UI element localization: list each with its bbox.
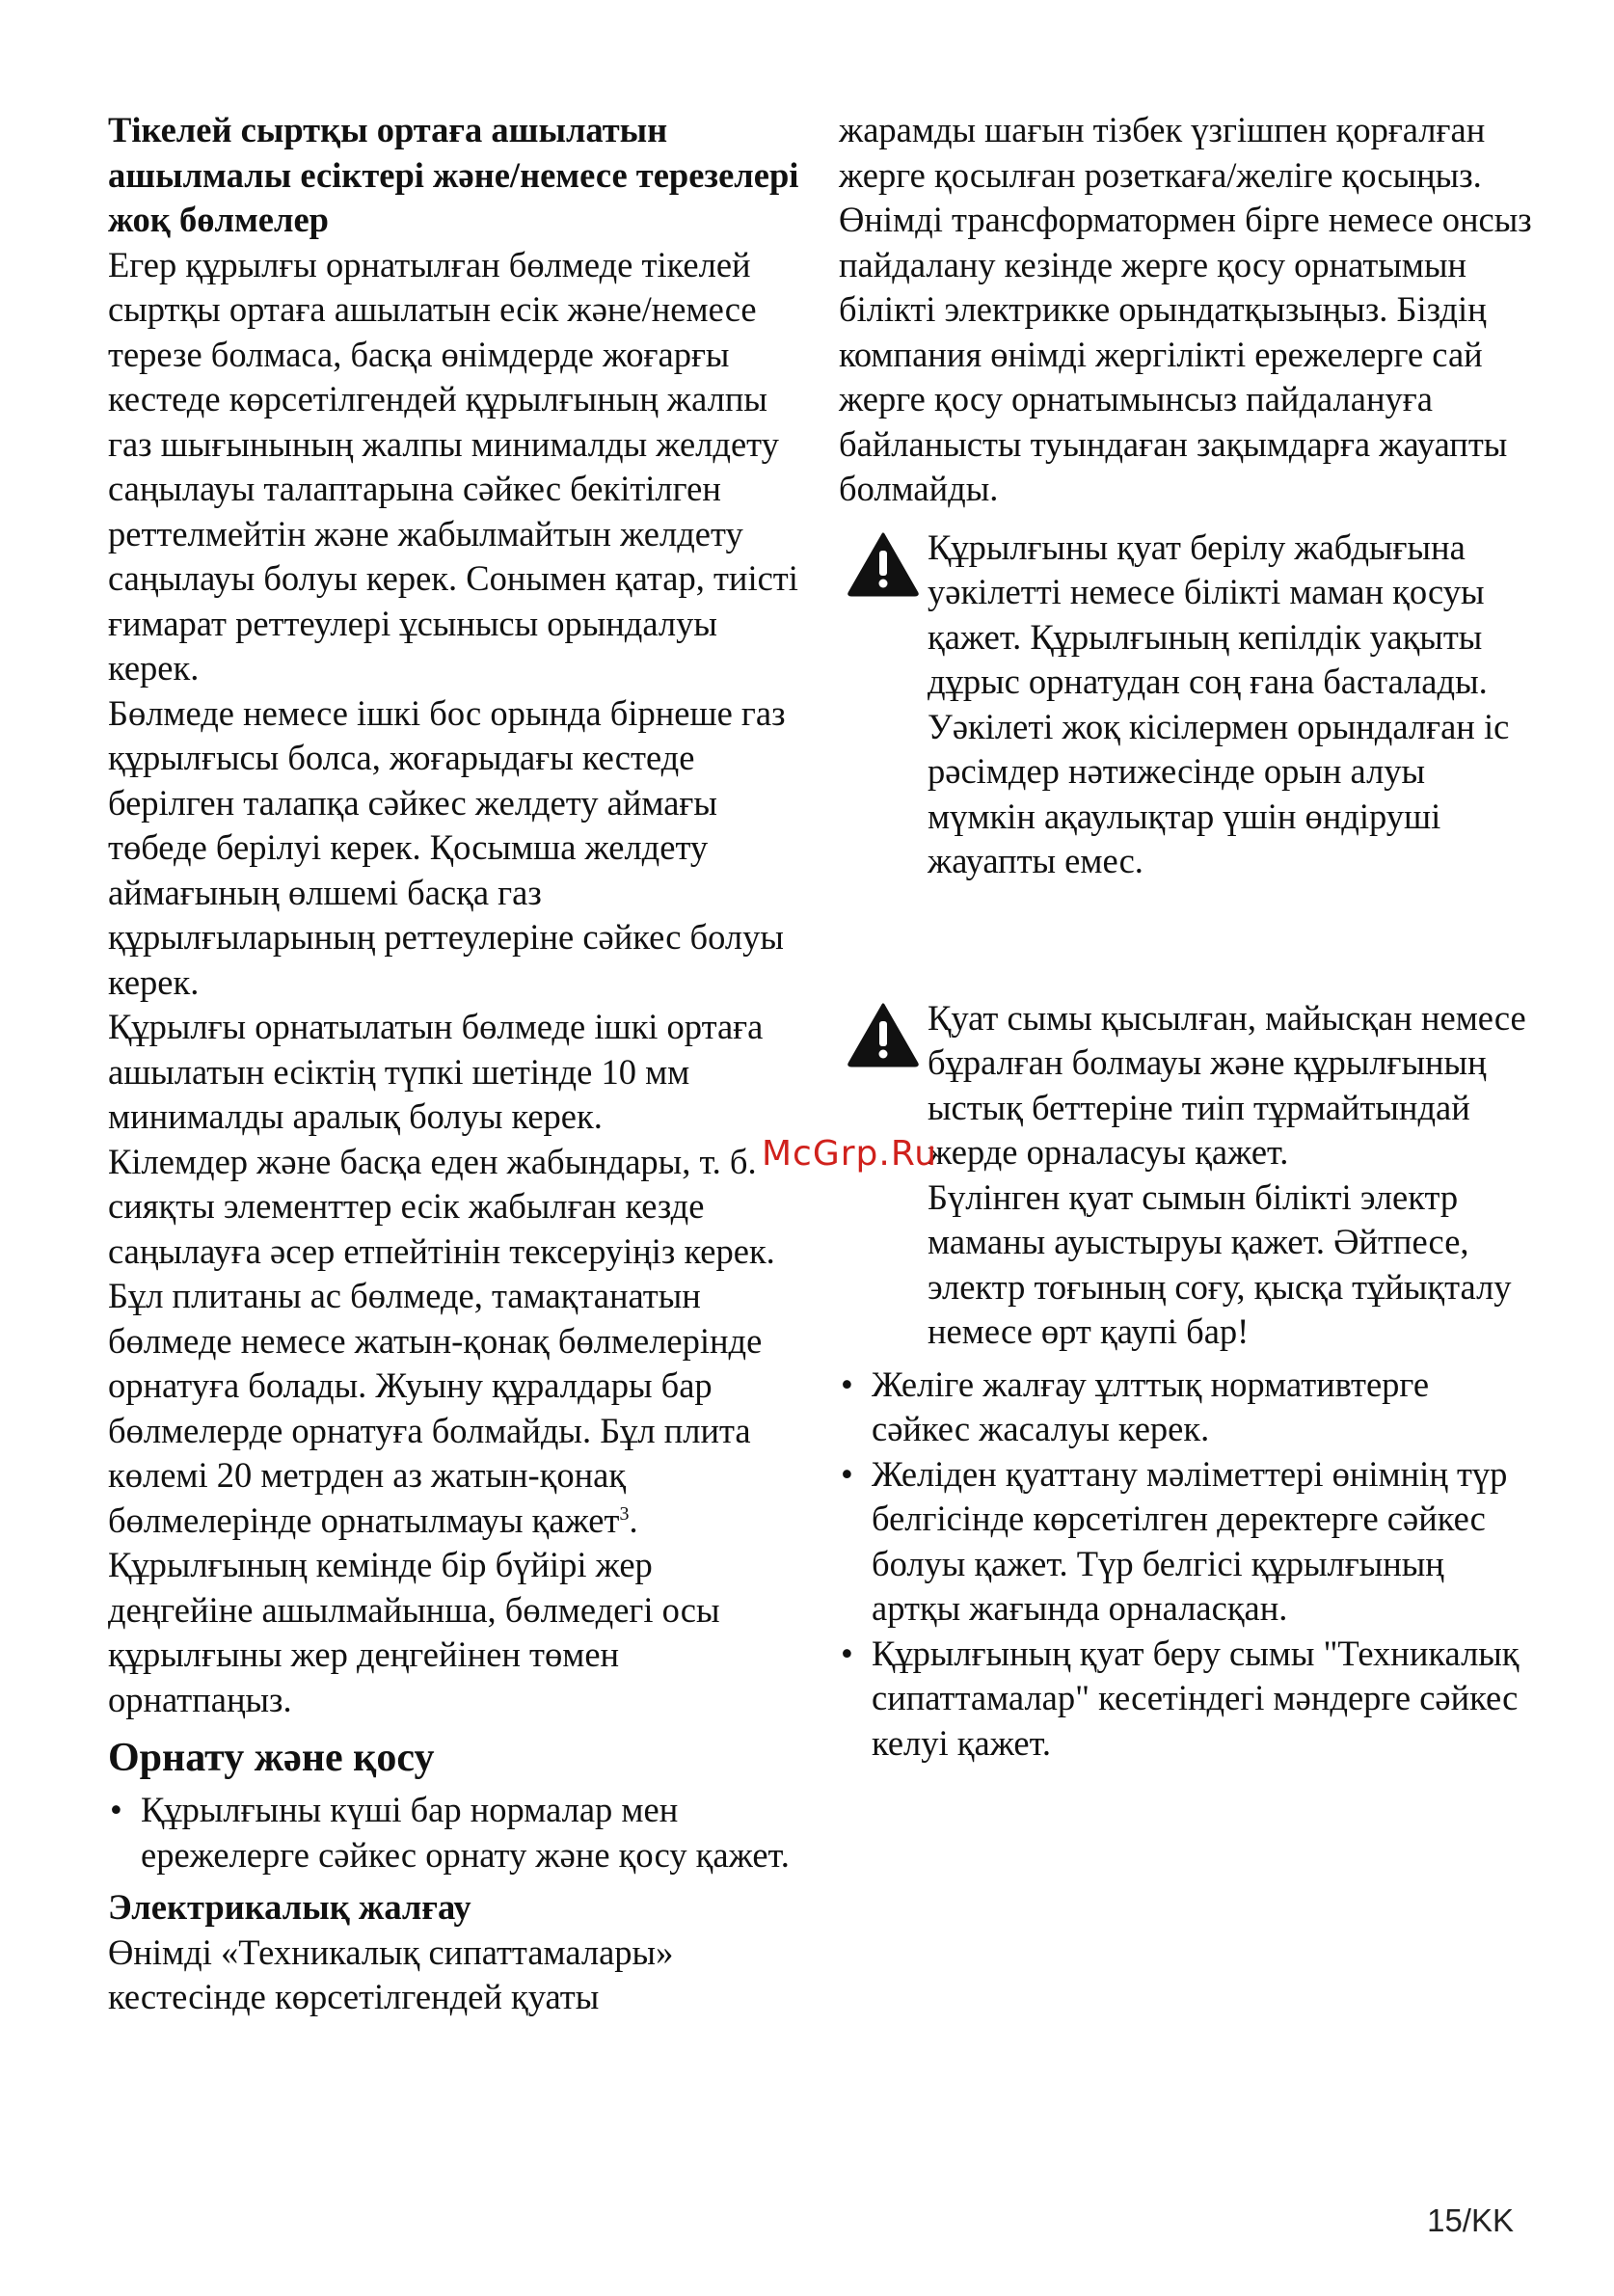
warning-text: Құрылғыны қуат берілу жабдығына уәкілетті немесе білікті маман қосуы қажет. Құрылғының кепілдік уақыты дұрыс орнатудан соң ғана басталады. <box>928 527 1488 701</box>
warning-text: Уәкілеті жоқ кісілермен орындалған іс рәсімдер нәтижесінде орын алуы мүмкін ақаулықтар үшін өндіруші жауапты емес. <box>928 706 1510 880</box>
list-item: • Желіден қуаттану мәліметтері өнімнің түр белгісінде көрсетілген деректерге сәйкес болуы қажет. Түр белгісі құрылғының артқы жағында орналасқан. <box>839 1452 1533 1632</box>
subheading-electrical: Электрикалық жалғау <box>108 1887 471 1927</box>
right-column <box>839 108 1533 1766</box>
watermark: McGrp.Ru <box>762 1134 938 1174</box>
warning-triangle-icon <box>847 1002 920 1067</box>
paragraph: Өнімді «Техникалық сипаттамалары» кестесінде көрсетілгендей қуаты <box>108 1931 674 2016</box>
left-column <box>108 108 802 2020</box>
paragraph: Құрылғының кемінде бір бүйірі жер деңгейіне ашылмайынша, бөлмедегі осы құрылғыны жер деңгейінен төмен орнатпаңыз. <box>108 1545 720 1719</box>
section-heading-rooms: Тікелей сыртқы ортаға ашылатын ашылмалы есіктері және/немесе терезелері жоқ бөлмелер <box>108 110 799 239</box>
paragraph: Егер құрылғы орнатылған бөлмеде тікелей сыртқы ортаға ашылатын есік және/немесе терезе болмаса, басқа өнімдерде жоғарғы кестеде көрсетілгендей құрылғының жалпы газ шығынының жалпы минималды желдету саңылауы талаптарына сәйкес бекітілген реттелмейтін және жабылмайтын желдету саңылауы болуы керек. Сонымен қатар, тиісті ғимарат реттеулері ұсынысы орындалуы керек. <box>108 244 798 688</box>
warning-triangle-icon <box>847 531 920 597</box>
footnote-ref: 3 <box>619 1502 630 1525</box>
paragraph-text: Бұл плитаны ас бөлмеде, тамақтанатын бөлмеде немесе жатын-қонақ бөлмелерінде орнатуға болады. Жуыну құралдары бар бөлмелерде орнатуға болмайды. Бұл плита көлемі 20 метрден аз жатын-қонақ бөлмелерінде орнатылмауы қажет <box>108 1276 763 1540</box>
paragraph: жарамды шағын тізбек үзгішпен қорғалған жерге қосылған розеткаға/желіге қосыңыз. Өнімді трансформатормен бірге немесе онсыз пайдалану кезінде жерге қосу орнатымын білікті электрикке орындатқызыңыз. Біздің компания өнімді жергілікті ережелерге сай жерге қосу орнатымынсыз пайдалануға байланысты туындаған зақымдарға жауапты болмайды. <box>839 110 1532 508</box>
paragraph: Бөлмеде немесе ішкі бос орында бірнеше газ құрылғысы болса, жоғарыдағы кестеде берілген талапқа сәйкес желдету аймағы төбеде берілуі керек. Қосымша желдету аймағының өлшемі басқа газ құрылғыларының реттеулеріне сәйкес болуы керек. <box>108 692 786 1002</box>
paragraph-end: . <box>629 1499 638 1540</box>
bullet-list <box>839 1363 1533 1767</box>
paragraph <box>108 1274 802 1543</box>
bullet-list <box>108 1788 802 1877</box>
warning-block <box>839 526 1533 884</box>
warning-text: Қуат сымы қысылған, майысқан немесе бұралған болмауы және құрылғының ыстық беттеріне тиіп тұрмайтындай жерде орналасуы қажет. <box>928 997 1526 1172</box>
warning-text: Бүлінген қуат сымын білікті электр маманы ауыстыруы қажет. Әйтпесе, электр тоғының соғу, қысқа тұйықталу немесе өрт қаупі бар! <box>928 1176 1512 1351</box>
list-item: • Құрылғының қуат беру сымы "Техникалық сипаттамалар" кесетіндегі мәндерге сәйкес келуі қажет. <box>839 1632 1533 1767</box>
paragraph: Кілемдер және басқа еден жабындары, т. б. сияқты элементтер есік жабылған кезде саңылауға әсер етпейтінін тексеруіңіз керек. <box>108 1141 775 1271</box>
warning-block <box>839 996 1533 1355</box>
section-title-installation: Орнату және қосу <box>108 1736 435 1780</box>
page-number: 15/KK <box>1427 2202 1514 2238</box>
list-item: • Желіге жалғау ұлттық нормативтерге сәйкес жасалуы керек. <box>839 1363 1533 1452</box>
paragraph: Құрылғы орнатылатын бөлмеде ішкі ортаға ашылатын есіктің түпкі шетінде 10 мм минималды аралық болуы керек. <box>108 1007 764 1136</box>
list-item: • Құрылғыны күші бар нормалар мен ережелерге сәйкес орнату және қосу қажет. <box>108 1788 802 1877</box>
